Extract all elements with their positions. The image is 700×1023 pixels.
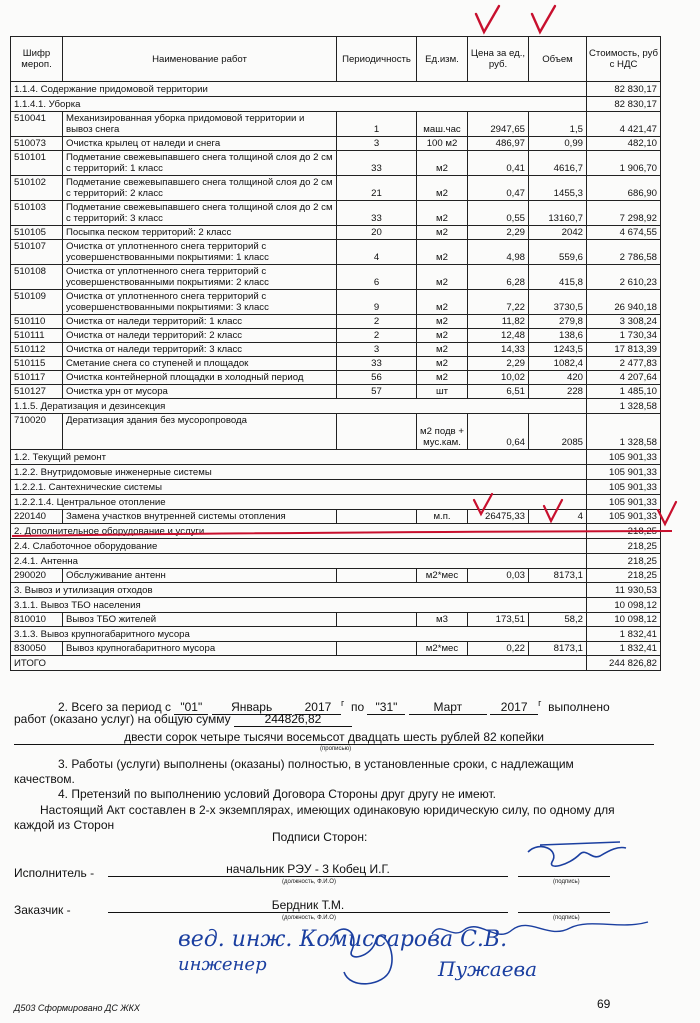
cell-code: 510073 (11, 137, 63, 151)
cell-volume: 3730,5 (529, 290, 587, 315)
header-volume: Объем (529, 37, 587, 82)
header-unit: Ед.изм. (417, 37, 468, 82)
section-cost: 105 901,33 (587, 480, 661, 495)
cell-volume: 1455,3 (529, 176, 587, 201)
section-cost: 10 098,12 (587, 598, 661, 613)
cell-price: 26475,33 (468, 510, 529, 524)
section-cost: 1 832,41 (587, 627, 661, 642)
header-period: Периодичность (337, 37, 417, 82)
section-cost: 105 901,33 (587, 495, 661, 510)
cell-name: Замена участков внутренней системы отопления (63, 510, 337, 524)
cell-unit: м2 (417, 290, 468, 315)
cell-name: Очистка крылец от наледи и снега (63, 137, 337, 151)
cell-price: 486,97 (468, 137, 529, 151)
cell-cost: 4 207,64 (587, 371, 661, 385)
section-title: 1.2.2.1.4. Центральное отопление (11, 495, 587, 510)
table-row (11, 151, 661, 176)
cell-code: 510110 (11, 315, 63, 329)
section-row (11, 539, 661, 554)
cell-cost: 4 674,55 (587, 226, 661, 240)
section-row (11, 97, 661, 112)
act-note-line-2: каждой из Сторон (14, 818, 115, 832)
cell-price: 6,28 (468, 265, 529, 290)
cell-period: 57 (337, 385, 417, 399)
cell-code: 710020 (11, 414, 63, 450)
section-row (11, 480, 661, 495)
cell-cost: 17 813,39 (587, 343, 661, 357)
customer-sign-caption: (подпись) (553, 915, 580, 921)
table-row (11, 371, 661, 385)
table-row (11, 357, 661, 371)
cell-volume: 138,6 (529, 329, 587, 343)
works-table (10, 36, 661, 671)
section-title: 2.4. Слаботочное оборудование (11, 539, 587, 554)
section-title: 1.2. Текущий ремонт (11, 450, 587, 465)
cell-price: 10,02 (468, 371, 529, 385)
cell-unit: 100 м2 (417, 137, 468, 151)
period-year-from: 2017 (295, 700, 341, 715)
cell-code: 510127 (11, 385, 63, 399)
cell-period (337, 414, 417, 450)
year-suffix-1: г (340, 698, 345, 708)
section-cost: 105 901,33 (587, 450, 661, 465)
cell-volume: 13160,7 (529, 201, 587, 226)
cell-cost: 1 730,34 (587, 329, 661, 343)
cell-name: Подметание свежевыпавшего снега толщиной слоя до 2 см с территорий: 2 класс (63, 176, 337, 201)
cell-code: 220140 (11, 510, 63, 524)
handwritten-note-1: вед. инж. Комиссарова С.В. (178, 927, 508, 952)
section-cost: 218,25 (587, 539, 661, 554)
table-row (11, 329, 661, 343)
cell-cost: 7 298,92 (587, 201, 661, 226)
header-cost: Стоимость, руб с НДС (587, 37, 661, 82)
cell-volume: 415,8 (529, 265, 587, 290)
cell-code: 290020 (11, 569, 63, 583)
table-row (11, 240, 661, 265)
customer-name: Бердник Т.М. (108, 898, 508, 913)
clause-2-sum-label: работ (оказано услуг) на общую сумму (14, 712, 231, 726)
cell-volume: 58,2 (529, 613, 587, 627)
customer-signature-icon (330, 929, 392, 984)
cell-period: 9 (337, 290, 417, 315)
table-row (11, 137, 661, 151)
cell-name: Очистка контейнерной площадки в холодный период (63, 371, 337, 385)
section-title: 2. Дополнительное оборудование и услуги (11, 524, 587, 539)
cell-price: 7,22 (468, 290, 529, 315)
cell-price: 2947,65 (468, 112, 529, 137)
cell-period (337, 569, 417, 583)
period-year-to: 2017 (490, 700, 538, 715)
cell-name: Очистка от уплотненного снега территорий с усовершенствованными покрытиями: 2 класс (63, 265, 337, 290)
cell-cost: 2 786,58 (587, 240, 661, 265)
cell-name: Подметание свежевыпавшего снега толщиной слоя до 2 см с территорий: 3 класс (63, 201, 337, 226)
cell-period: 33 (337, 357, 417, 371)
year-suffix-2: г (538, 698, 542, 708)
clause-3-line-2: качеством. (14, 772, 75, 786)
cell-name: Очистка урн от мусора (63, 385, 337, 399)
clause-2-prefix: 2. Всего за период с (58, 700, 171, 714)
cell-name: Обслуживание антенн (63, 569, 337, 583)
table-row (11, 176, 661, 201)
cell-volume: 228 (529, 385, 587, 399)
executor-name: начальник РЭУ - 3 Кобец И.Г. (108, 862, 508, 877)
cell-cost: 10 098,12 (587, 613, 661, 627)
header-code: Шифр мероп. (11, 37, 63, 82)
cell-volume: 559,6 (529, 240, 587, 265)
cell-period: 3 (337, 137, 417, 151)
handwritten-note-2: инженер (178, 954, 267, 975)
cell-price: 0,47 (468, 176, 529, 201)
cell-code: 510102 (11, 176, 63, 201)
cell-name: Очистка от наледи территорий: 1 класс (63, 315, 337, 329)
section-title: 3.1.3. Вывоз крупногабаритного мусора (11, 627, 587, 642)
cell-price: 14,33 (468, 343, 529, 357)
cell-price: 0,22 (468, 642, 529, 656)
cell-volume: 0,99 (529, 137, 587, 151)
cell-cost: 3 308,24 (587, 315, 661, 329)
cell-unit: м2 (417, 265, 468, 290)
cell-code: 510109 (11, 290, 63, 315)
cell-unit: м2 (417, 151, 468, 176)
footer-note: Д503 Сформировано ДС ЖКХ (14, 1003, 140, 1013)
cell-volume: 1243,5 (529, 343, 587, 357)
period-day-to: "31" (367, 700, 405, 715)
cell-cost: 2 610,23 (587, 265, 661, 290)
section-cost: 82 830,17 (587, 82, 661, 97)
cell-period: 1 (337, 112, 417, 137)
customer-position-caption: (должность, Ф.И.О) (282, 915, 336, 921)
cell-name: Очистка от наледи территорий: 3 класс (63, 343, 337, 357)
cell-volume: 8173,1 (529, 642, 587, 656)
cell-price: 0,41 (468, 151, 529, 176)
cell-unit: м2*мес (417, 642, 468, 656)
table-row (11, 265, 661, 290)
cell-code: 510103 (11, 201, 63, 226)
cell-unit: м2 (417, 315, 468, 329)
executor-label: Исполнитель - (14, 866, 95, 880)
page-number: 69 (597, 997, 611, 1011)
section-row (11, 583, 661, 598)
cell-price: 2,29 (468, 357, 529, 371)
cell-unit: м2 (417, 357, 468, 371)
cell-unit: м2 (417, 343, 468, 357)
cell-period: 6 (337, 265, 417, 290)
cell-period: 33 (337, 151, 417, 176)
table-row (11, 613, 661, 627)
cell-period: 2 (337, 329, 417, 343)
cell-cost: 26 940,18 (587, 290, 661, 315)
cell-name: Сметание снега со ступеней и площадок (63, 357, 337, 371)
clause-4: 4. Претензий по выполнению условий Договора Стороны друг другу не имеют. (58, 787, 496, 801)
cell-cost: 105 901,33 (587, 510, 661, 524)
section-title: 1.1.4.1. Уборка (11, 97, 587, 112)
header-price: Цена за ед., руб. (468, 37, 529, 82)
cell-price: 173,51 (468, 613, 529, 627)
cell-volume: 279,8 (529, 315, 587, 329)
section-row (11, 465, 661, 480)
cell-code: 510105 (11, 226, 63, 240)
executor-position-caption: (должность, Ф.И.О) (282, 879, 336, 885)
table-row (11, 414, 661, 450)
cell-cost: 1 485,10 (587, 385, 661, 399)
cell-price: 4,98 (468, 240, 529, 265)
cell-period: 4 (337, 240, 417, 265)
table-row (11, 510, 661, 524)
cell-unit: м2 подв + мус.кам. (417, 414, 468, 450)
act-note-line-1: Настоящий Акт составлен в 2-х экземплярах, имеющих одинаковую юридическую силу, по одному для (40, 803, 615, 817)
cell-period: 21 (337, 176, 417, 201)
cell-name: Очистка от уплотненного снега территорий с усовершенствованными покрытиями: 1 класс (63, 240, 337, 265)
handwritten-note-3: Пужаева (438, 957, 538, 981)
cell-cost: 1 832,41 (587, 642, 661, 656)
words-caption: (прописью) (320, 746, 352, 752)
cell-price: 0,03 (468, 569, 529, 583)
executor-signature-line (518, 876, 610, 877)
section-row (11, 598, 661, 613)
table-row (11, 569, 661, 583)
table-header-row (11, 37, 661, 82)
cell-cost: 482,10 (587, 137, 661, 151)
section-row (11, 656, 661, 671)
executor-signature-icon (528, 842, 626, 866)
cell-unit: м2 (417, 226, 468, 240)
clause-3-line-1: 3. Работы (услуги) выполнены (оказаны) полностью, в установленные сроки, с надлежащим (58, 757, 574, 771)
section-row (11, 399, 661, 414)
section-title: 1.1.5. Дератизация и дезинсекция (11, 399, 587, 414)
cell-unit: м2*мес (417, 569, 468, 583)
cell-name: Механизированная уборка придомовой территории и вывоз снега (63, 112, 337, 137)
cell-code: 510101 (11, 151, 63, 176)
cell-volume: 4616,7 (529, 151, 587, 176)
cell-unit: м.п. (417, 510, 468, 524)
section-cost: 218,25 (587, 554, 661, 569)
table-row (11, 112, 661, 137)
customer-signature-icon (432, 922, 648, 934)
signatures-title: Подписи Сторон: (272, 830, 368, 844)
cut-off-header-line (22, 1, 662, 11)
cell-price: 2,29 (468, 226, 529, 240)
cell-period: 3 (337, 343, 417, 357)
cell-price: 0,64 (468, 414, 529, 450)
table-row (11, 642, 661, 656)
section-cost: 105 901,33 (587, 465, 661, 480)
table-row (11, 315, 661, 329)
cell-volume: 1082,4 (529, 357, 587, 371)
section-cost: 218,25 (587, 524, 661, 539)
section-title: 1.1.4. Содержание придомовой территории (11, 82, 587, 97)
cell-volume: 420 (529, 371, 587, 385)
section-row (11, 82, 661, 97)
cell-period (337, 642, 417, 656)
section-row (11, 627, 661, 642)
section-title: 2.4.1. Антенна (11, 554, 587, 569)
cell-period: 2 (337, 315, 417, 329)
cell-price: 6,51 (468, 385, 529, 399)
cell-cost: 686,90 (587, 176, 661, 201)
table-row (11, 343, 661, 357)
cell-unit: м3 (417, 613, 468, 627)
cell-unit: м2 (417, 201, 468, 226)
section-row (11, 495, 661, 510)
total-sum-words: двести сорок четыре тысячи восемьсот двадцать шесть рублей 82 копейки (14, 730, 654, 745)
section-cost: 82 830,17 (587, 97, 661, 112)
customer-signature-line (518, 912, 610, 913)
cell-period (337, 510, 417, 524)
cell-price: 12,48 (468, 329, 529, 343)
cell-code: 510111 (11, 329, 63, 343)
executor-sign-caption: (подпись) (553, 879, 580, 885)
period-po: по (350, 700, 365, 714)
table-body (11, 82, 661, 671)
cell-period: 33 (337, 201, 417, 226)
cell-unit: маш.час (417, 112, 468, 137)
cell-volume: 1,5 (529, 112, 587, 137)
customer-label: Заказчик - (14, 903, 71, 917)
cell-code: 510041 (11, 112, 63, 137)
section-cost: 11 930,53 (587, 583, 661, 598)
cell-code: 830050 (11, 642, 63, 656)
clause-2-line-2 (14, 712, 352, 727)
section-row (11, 554, 661, 569)
cell-name: Вывоз крупногабаритного мусора (63, 642, 337, 656)
section-row (11, 450, 661, 465)
total-sum-value: 244826,82 (234, 712, 352, 727)
cell-code: 510112 (11, 343, 63, 357)
table-row (11, 226, 661, 240)
cell-period: 56 (337, 371, 417, 385)
cell-unit: м2 (417, 371, 468, 385)
cell-unit: м2 (417, 329, 468, 343)
period-day-from: "01" (174, 700, 208, 715)
cell-period: 20 (337, 226, 417, 240)
table-row (11, 290, 661, 315)
cell-name: Очистка от наледи территорий: 2 класс (63, 329, 337, 343)
section-title: 1.2.2. Внутридомовые инженерные системы (11, 465, 587, 480)
period-month-to: Март (409, 700, 487, 715)
clause-2-suffix: выполнено (548, 700, 610, 714)
cell-price: 0,55 (468, 201, 529, 226)
cell-unit: м2 (417, 240, 468, 265)
cell-volume: 4 (529, 510, 587, 524)
cell-code: 510108 (11, 265, 63, 290)
cell-cost: 218,25 (587, 569, 661, 583)
cell-cost: 4 421,47 (587, 112, 661, 137)
cell-code: 510107 (11, 240, 63, 265)
cell-code: 810010 (11, 613, 63, 627)
cell-volume: 2085 (529, 414, 587, 450)
section-title: 1.2.2.1. Сантехнические системы (11, 480, 587, 495)
cell-unit: шт (417, 385, 468, 399)
cell-cost: 1 328,58 (587, 414, 661, 450)
cell-name: Посыпка песком территорий: 2 класс (63, 226, 337, 240)
cell-volume: 2042 (529, 226, 587, 240)
cell-cost: 1 906,70 (587, 151, 661, 176)
table-row (11, 385, 661, 399)
header-name: Наименование работ (63, 37, 337, 82)
section-title: 3. Вывоз и утилизация отходов (11, 583, 587, 598)
cell-code: 510115 (11, 357, 63, 371)
section-title: ИТОГО (11, 656, 587, 671)
cell-name: Вывоз ТБО жителей (63, 613, 337, 627)
cell-code: 510117 (11, 371, 63, 385)
cell-name: Очистка от уплотненного снега территорий с усовершенствованными покрытиями: 3 класс (63, 290, 337, 315)
section-title: 3.1.1. Вывоз ТБО населения (11, 598, 587, 613)
cell-price: 11,82 (468, 315, 529, 329)
section-row (11, 524, 661, 539)
section-cost: 1 328,58 (587, 399, 661, 414)
cell-name: Дератизация здания без мусоропровода (63, 414, 337, 450)
cell-volume: 8173,1 (529, 569, 587, 583)
cell-name: Подметание свежевыпавшего снега толщиной слоя до 2 см с территорий: 1 класс (63, 151, 337, 176)
cell-unit: м2 (417, 176, 468, 201)
cell-period (337, 613, 417, 627)
period-month-from: Январь (212, 700, 292, 715)
section-cost: 244 826,82 (587, 656, 661, 671)
table-row (11, 201, 661, 226)
cell-cost: 2 477,83 (587, 357, 661, 371)
